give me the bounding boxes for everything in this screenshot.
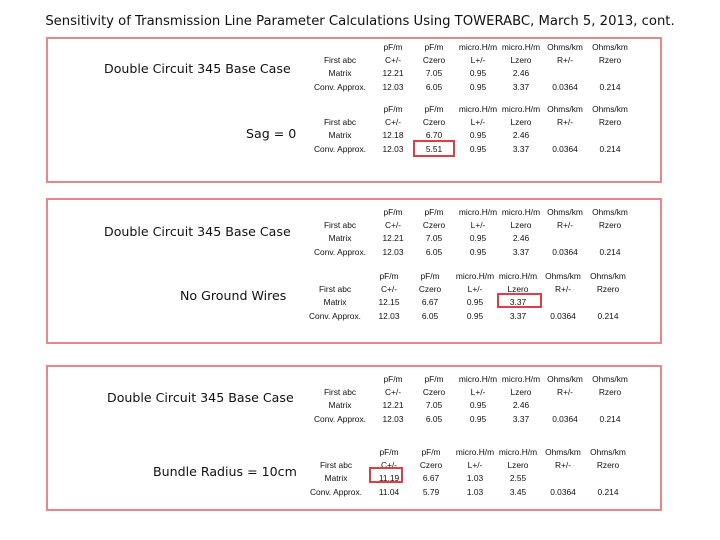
- table-cell: 0.214: [597, 487, 619, 497]
- table-cell: 12.03: [382, 82, 404, 92]
- table-cell: 6.67: [421, 297, 439, 307]
- column-header: Ohms/km: [592, 207, 628, 217]
- row-label: Conv. Approx.: [310, 487, 362, 497]
- column-header: C+/-: [380, 284, 398, 294]
- table-cell: 5.79: [422, 487, 440, 497]
- column-header: pF/m: [421, 447, 441, 457]
- column-header: Rzero: [598, 220, 622, 230]
- table-cell: 6.05: [421, 311, 439, 321]
- column-header: Rzero: [596, 284, 620, 294]
- column-header: C+/-: [384, 220, 402, 230]
- table-cell: 3.37: [512, 144, 530, 154]
- table-cell: 6.05: [425, 247, 443, 257]
- column-header: Lzero: [510, 220, 532, 230]
- row-label: Matrix: [323, 297, 347, 307]
- column-header: Czero: [422, 387, 446, 397]
- column-header: Czero: [422, 220, 446, 230]
- row-label: First abc: [323, 220, 357, 230]
- table-cell: 6.67: [422, 473, 440, 483]
- column-header: Ohms/km: [547, 42, 583, 52]
- column-header: micro.H/m: [458, 42, 498, 52]
- table-cell: 0.95: [469, 130, 487, 140]
- row-label: First abc: [323, 117, 357, 127]
- column-header: L+/-: [470, 117, 486, 127]
- column-header: Ohms/km: [547, 104, 583, 114]
- table-cell: 0.95: [466, 311, 484, 321]
- table-cell: 0.0364: [552, 144, 578, 154]
- highlight-lzero-no-ground: [497, 293, 542, 308]
- column-header: micro.H/m: [455, 271, 495, 281]
- column-header: pF/m: [379, 271, 399, 281]
- table-cell: 0.0364: [552, 82, 578, 92]
- column-header: Ohms/km: [592, 374, 628, 384]
- table-cell: 2.55: [509, 473, 527, 483]
- column-header: Lzero: [510, 55, 532, 65]
- column-header: micro.H/m: [458, 374, 498, 384]
- column-header: Ohms/km: [590, 271, 626, 281]
- row-label: Matrix: [328, 68, 352, 78]
- column-header: Czero: [418, 284, 442, 294]
- table-cell: 0.214: [599, 414, 621, 424]
- row-label: Conv. Approx.: [314, 144, 366, 154]
- table-cell: 2.46: [512, 130, 530, 140]
- column-header: micro.H/m: [501, 104, 541, 114]
- table-cell: 0.0364: [552, 247, 578, 257]
- table-cell: 1.03: [466, 487, 484, 497]
- column-header: L+/-: [470, 55, 486, 65]
- column-header: Ohms/km: [547, 374, 583, 384]
- table-cell: 1.03: [466, 473, 484, 483]
- column-header: pF/m: [424, 374, 444, 384]
- column-header: micro.H/m: [458, 207, 498, 217]
- table-cell: 0.95: [469, 247, 487, 257]
- column-header: Rzero: [598, 387, 622, 397]
- table-cell: 0.95: [469, 144, 487, 154]
- table-cell: 3.37: [512, 82, 530, 92]
- column-header: micro.H/m: [501, 207, 541, 217]
- table-cell: 12.18: [382, 130, 404, 140]
- column-header: Rzero: [598, 55, 622, 65]
- table-cell: 0.0364: [552, 414, 578, 424]
- table-cell: 7.05: [425, 68, 443, 78]
- column-header: R+/-: [556, 387, 574, 397]
- row-label: Conv. Approx.: [314, 247, 366, 257]
- slide-title: Sensitivity of Transmission Line Parameter Calculations Using TOWERABC, March 5, 2013, cont.: [45, 14, 675, 29]
- row-label: Conv. Approx.: [314, 414, 366, 424]
- column-header: R+/-: [556, 220, 574, 230]
- column-header: Czero: [422, 117, 446, 127]
- row-label: Matrix: [324, 473, 348, 483]
- row-label: Matrix: [328, 400, 352, 410]
- table-cell: 0.95: [469, 233, 487, 243]
- column-header: pF/m: [383, 207, 403, 217]
- column-header: pF/m: [420, 271, 440, 281]
- column-header: Lzero: [507, 284, 529, 294]
- column-header: Lzero: [507, 460, 529, 470]
- column-header: Rzero: [598, 117, 622, 127]
- table-cell: 0.0364: [550, 311, 576, 321]
- column-header: Lzero: [510, 117, 532, 127]
- table-cell: 6.70: [425, 130, 443, 140]
- row-label: Conv. Approx.: [309, 311, 361, 321]
- table-cell: 11.04: [378, 487, 400, 497]
- column-header: pF/m: [383, 104, 403, 114]
- table-cell: 3.37: [512, 247, 530, 257]
- column-header: L+/-: [470, 220, 486, 230]
- table-cell: 0.95: [469, 82, 487, 92]
- column-header: micro.H/m: [498, 271, 538, 281]
- row-label: Conv. Approx.: [314, 82, 366, 92]
- table-cell: 0.0364: [550, 487, 576, 497]
- table-cell: 0.214: [599, 247, 621, 257]
- table-cell: 2.46: [512, 68, 530, 78]
- column-header: R+/-: [556, 55, 574, 65]
- table-cell: 12.03: [382, 414, 404, 424]
- column-header: micro.H/m: [455, 447, 495, 457]
- table-cell: 12.03: [378, 311, 400, 321]
- row-label: First abc: [323, 387, 357, 397]
- table-cell: 12.21: [382, 233, 404, 243]
- column-header: Ohms/km: [592, 104, 628, 114]
- column-header: Czero: [422, 55, 446, 65]
- table-cell: 0.95: [469, 414, 487, 424]
- highlight-czero-sag: [413, 140, 455, 157]
- column-header: C+/-: [380, 460, 398, 470]
- table-cell: 3.37: [509, 297, 527, 307]
- table-cell: 0.95: [469, 400, 487, 410]
- column-header: R+/-: [556, 117, 574, 127]
- column-header: Rzero: [596, 460, 620, 470]
- column-header: L+/-: [467, 460, 483, 470]
- base-case-label: Double Circuit 345 Base Case: [104, 61, 291, 76]
- table-cell: 12.03: [382, 247, 404, 257]
- table-cell: 3.37: [509, 311, 527, 321]
- table-cell: 12.15: [378, 297, 400, 307]
- table-cell: 12.03: [382, 144, 404, 154]
- variation-label: Sag = 0: [246, 126, 297, 141]
- column-header: pF/m: [379, 447, 399, 457]
- base-case-label: Double Circuit 345 Base Case: [107, 390, 294, 405]
- variation-label: Bundle Radius = 10cm: [153, 464, 297, 479]
- highlight-cpos-bundle: [369, 467, 403, 483]
- column-header: micro.H/m: [458, 104, 498, 114]
- table-cell: 3.37: [512, 414, 530, 424]
- table-cell: 2.46: [512, 233, 530, 243]
- column-header: micro.H/m: [501, 374, 541, 384]
- column-header: Ohms/km: [592, 42, 628, 52]
- column-header: micro.H/m: [501, 42, 541, 52]
- variation-label: No Ground Wires: [180, 288, 287, 303]
- column-header: Ohms/km: [545, 447, 581, 457]
- column-header: Ohms/km: [545, 271, 581, 281]
- column-header: C+/-: [384, 117, 402, 127]
- column-header: pF/m: [424, 104, 444, 114]
- row-label: First abc: [318, 284, 352, 294]
- column-header: L+/-: [467, 284, 483, 294]
- table-cell: 0.95: [469, 68, 487, 78]
- table-cell: 6.05: [425, 82, 443, 92]
- column-header: R+/-: [554, 460, 572, 470]
- column-header: Ohms/km: [590, 447, 626, 457]
- column-header: R+/-: [554, 284, 572, 294]
- table-cell: 5.51: [425, 144, 443, 154]
- table-cell: 12.21: [382, 400, 404, 410]
- base-case-label: Double Circuit 345 Base Case: [104, 224, 291, 239]
- column-header: L+/-: [470, 387, 486, 397]
- column-header: pF/m: [383, 42, 403, 52]
- column-header: C+/-: [384, 55, 402, 65]
- row-label: Matrix: [328, 130, 352, 140]
- row-label: First abc: [323, 55, 357, 65]
- table-cell: 7.05: [425, 400, 443, 410]
- table-cell: 0.214: [597, 311, 619, 321]
- column-header: Lzero: [510, 387, 532, 397]
- table-cell: 7.05: [425, 233, 443, 243]
- table-cell: 12.21: [382, 68, 404, 78]
- column-header: pF/m: [383, 374, 403, 384]
- column-header: pF/m: [424, 42, 444, 52]
- table-cell: 0.214: [599, 144, 621, 154]
- table-cell: 2.46: [512, 400, 530, 410]
- column-header: pF/m: [424, 207, 444, 217]
- row-label: Matrix: [328, 233, 352, 243]
- column-header: Ohms/km: [547, 207, 583, 217]
- column-header: micro.H/m: [498, 447, 538, 457]
- table-cell: 3.45: [509, 487, 527, 497]
- column-header: Czero: [419, 460, 443, 470]
- column-header: C+/-: [384, 387, 402, 397]
- row-label: First abc: [319, 460, 353, 470]
- table-cell: 0.214: [599, 82, 621, 92]
- table-cell: 6.05: [425, 414, 443, 424]
- table-cell: 0.95: [466, 297, 484, 307]
- table-cell: 11.19: [378, 473, 400, 483]
